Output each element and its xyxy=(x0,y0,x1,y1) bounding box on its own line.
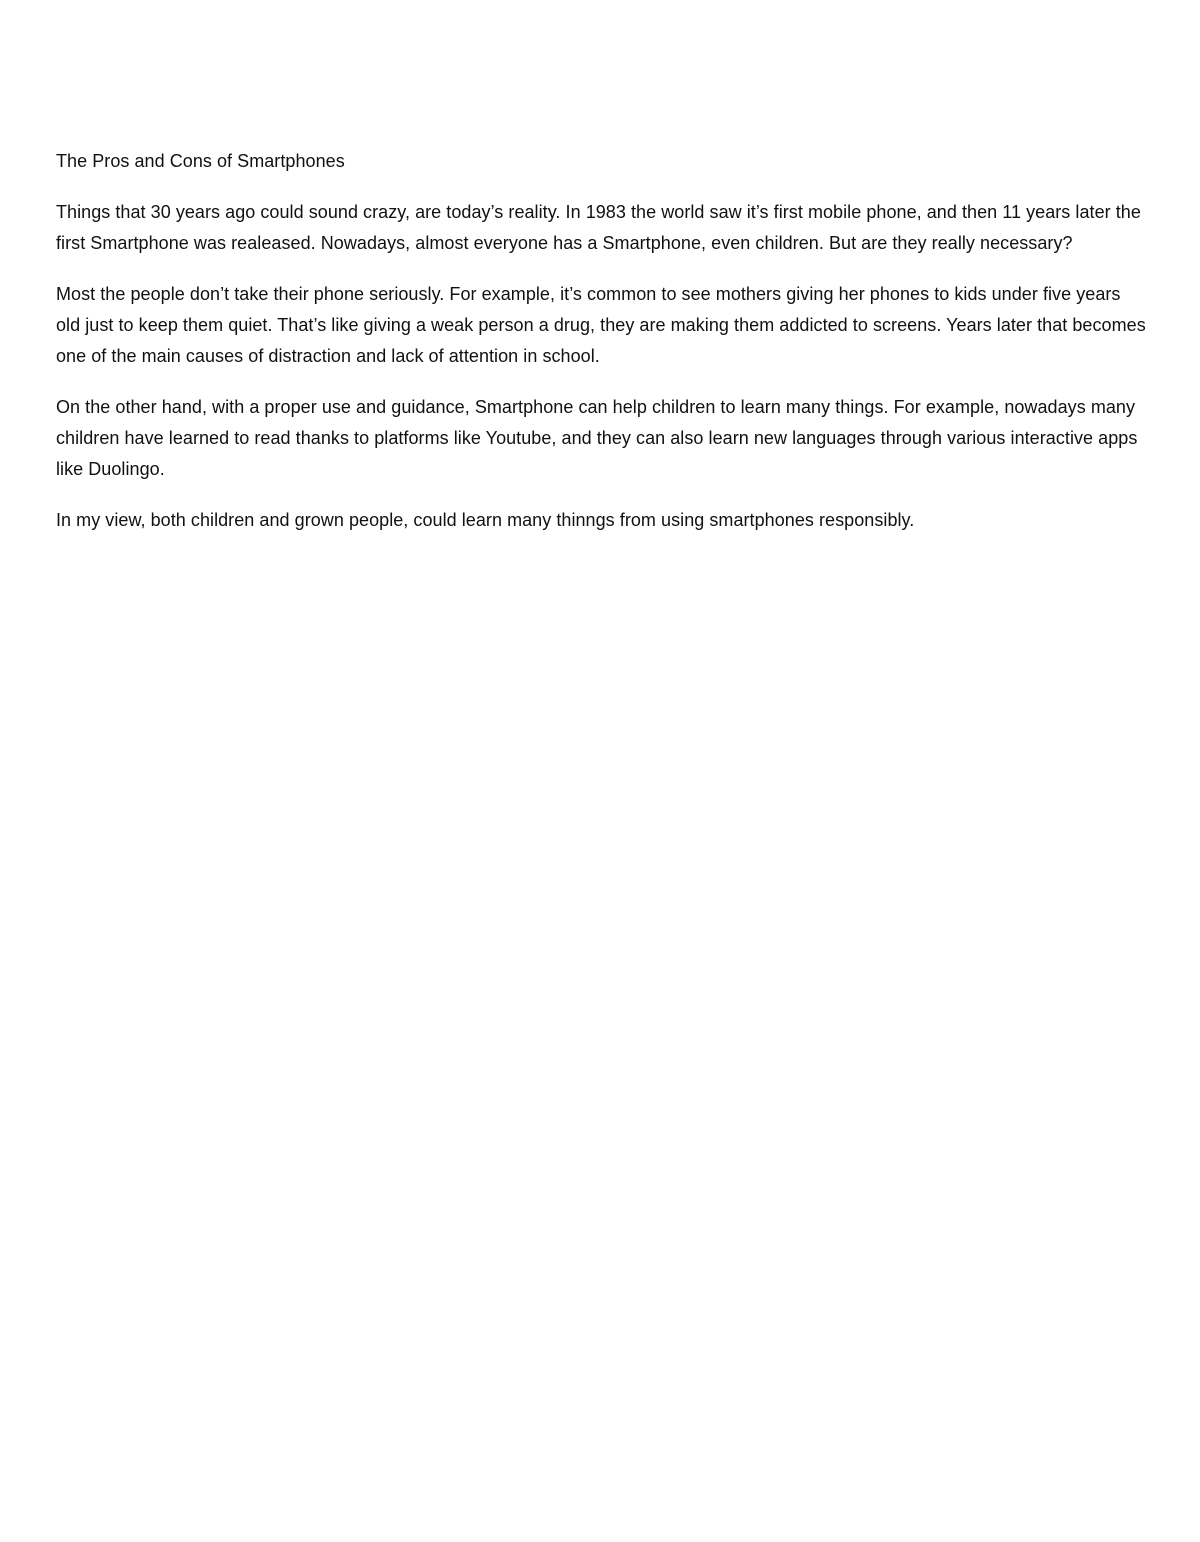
paragraph-cons: Most the people don’t take their phone seriously. For example, it’s common to see mothers giving her phones to kids under five years old just to keep them quiet. That’s like giving a weak person a drug, they are making them addicted to screens. Years later that becomes one of the main causes of distraction and lack of attention in school. xyxy=(56,284,1146,366)
paragraph-intro: Things that 30 years ago could sound crazy, are today’s reality. In 1983 the world saw it’s first mobile phone, and then 11 years later the first Smartphone was realeased. Nowadays, almost everyone has a Smartphone, even children. But are they really necessary? xyxy=(56,202,1141,253)
paragraph-pros: On the other hand, with a proper use and guidance, Smartphone can help children to learn many things. For example, nowadays many children have learned to read thanks to platforms like Youtube, and they can also learn new languages through various interactive apps like Duolingo. xyxy=(56,397,1138,479)
document-body xyxy=(56,146,1146,556)
document-title: The Pros and Cons of Smartphones xyxy=(56,151,345,171)
paragraph-conclusion: In my view, both children and grown people, could learn many thinngs from using smartphones responsibly. xyxy=(56,510,915,530)
